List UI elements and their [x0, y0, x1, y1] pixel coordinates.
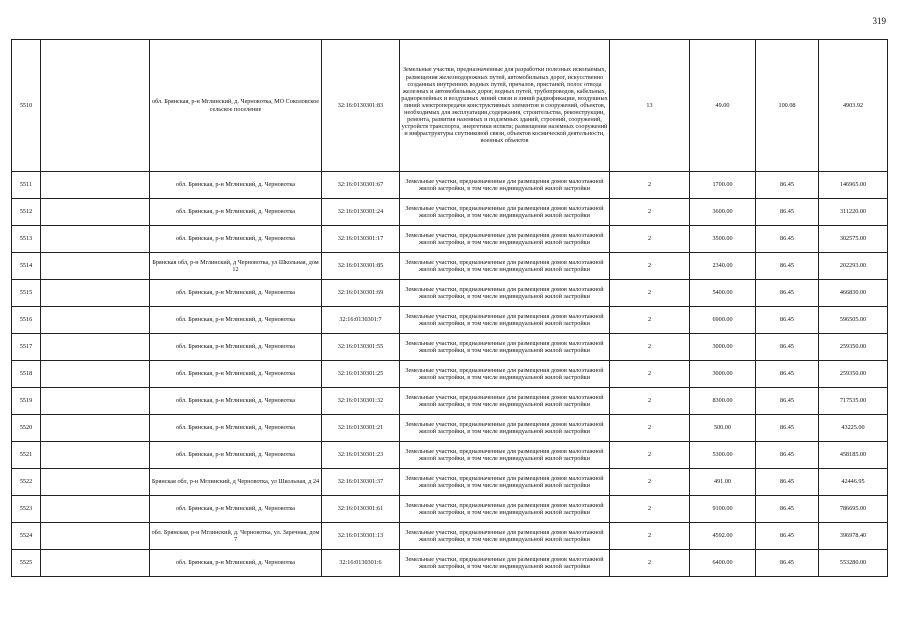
cadastral-number-cell: 32:16:0130301:13: [322, 523, 400, 550]
cadastral-value-cell: 42446.95: [819, 469, 888, 496]
group-number-cell: 2: [610, 469, 690, 496]
land-use-cell: Земельные участки, предназначенные для размещения домов малоэтажной жилой застройки, в том числе индивидуальной жилой застройки: [400, 550, 610, 577]
area-cell: 6400.00: [690, 550, 756, 577]
cadastral-number-cell: 32:16:0130301:25: [322, 361, 400, 388]
table-row: [12, 307, 888, 334]
area-cell: 1700.00: [690, 172, 756, 199]
cadastral-value-cell: 302575.00: [819, 226, 888, 253]
area-cell: 49.00: [690, 40, 756, 172]
cadastral-number-cell: 32:16:0130301:85: [322, 253, 400, 280]
empty-cell: [41, 334, 150, 361]
area-cell: 2340.00: [690, 253, 756, 280]
row-number-cell: 5515: [12, 280, 41, 307]
address-cell: Брянская обл, р-н Мглинский, д Черновотка, ул Школьная, дом 12: [150, 253, 322, 280]
specific-value-cell: 86.45: [756, 253, 819, 280]
land-use-cell: Земельные участки, предназначенные для размещения домов малоэтажной жилой застройки, в том числе индивидуальной жилой застройки: [400, 388, 610, 415]
address-cell: обл. Брянская, р-н Мглинский, д. Черновотка: [150, 307, 322, 334]
table-row: [12, 40, 888, 172]
address-cell: обл. Брянская, р-н Мглинский, д. Черновотка, ул. Заречная, дом 7: [150, 523, 322, 550]
empty-cell: [41, 226, 150, 253]
address-cell: обл. Брянская, р-н Мглинский, д. Черновотка: [150, 388, 322, 415]
land-use-cell: Земельные участки, предназначенные для размещения домов малоэтажной жилой застройки, в том числе индивидуальной жилой застройки: [400, 226, 610, 253]
address-cell: обл. Брянская, р-н Мглинский, д. Черновотка: [150, 334, 322, 361]
address-cell: обл. Брянская, р-н Мглинский, д. Черновотка: [150, 550, 322, 577]
address-cell: Брянская обл, р-н Мглинский, д Черновотка, ул Школьная, д 24: [150, 469, 322, 496]
cadastral-number-cell: 32:16:0130301:83: [322, 40, 400, 172]
land-use-cell: Земельные участки, предназначенные для размещения домов малоэтажной жилой застройки, в том числе индивидуальной жилой застройки: [400, 361, 610, 388]
table-row: [12, 523, 888, 550]
specific-value-cell: 86.45: [756, 199, 819, 226]
area-cell: 5400.00: [690, 280, 756, 307]
cadastral-value-cell: 458185.00: [819, 442, 888, 469]
land-use-cell: Земельные участки, предназначенные для размещения домов малоэтажной жилой застройки, в том числе индивидуальной жилой застройки: [400, 307, 610, 334]
empty-cell: [41, 388, 150, 415]
group-number-cell: 2: [610, 550, 690, 577]
group-number-cell: 2: [610, 226, 690, 253]
empty-cell: [41, 496, 150, 523]
empty-cell: [41, 199, 150, 226]
empty-cell: [41, 550, 150, 577]
cadastral-value-cell: 786695.00: [819, 496, 888, 523]
cadastral-number-cell: 32:16:0130301:21: [322, 415, 400, 442]
cadastral-value-cell: 396978.40: [819, 523, 888, 550]
specific-value-cell: 86.45: [756, 172, 819, 199]
row-number-cell: 5518: [12, 361, 41, 388]
group-number-cell: 13: [610, 40, 690, 172]
row-number-cell: 5525: [12, 550, 41, 577]
table-row: [12, 280, 888, 307]
row-number-cell: 5521: [12, 442, 41, 469]
specific-value-cell: 86.45: [756, 307, 819, 334]
group-number-cell: 2: [610, 442, 690, 469]
empty-cell: [41, 307, 150, 334]
cadastral-number-cell: 32:16:0130301:23: [322, 442, 400, 469]
cadastral-value-cell: 466830.00: [819, 280, 888, 307]
page-number: 319: [872, 16, 886, 26]
area-cell: 9100.00: [690, 496, 756, 523]
cadastral-value-cell: 311220.00: [819, 199, 888, 226]
row-number-cell: 5523: [12, 496, 41, 523]
land-use-cell: Земельные участки, предназначенные для размещения домов малоэтажной жилой застройки, в том числе индивидуальной жилой застройки: [400, 280, 610, 307]
row-number-cell: 5520: [12, 415, 41, 442]
cadastral-value-cell: 202293.00: [819, 253, 888, 280]
specific-value-cell: 86.45: [756, 523, 819, 550]
table-row: [12, 415, 888, 442]
empty-cell: [41, 469, 150, 496]
land-use-cell: Земельные участки, предназначенные для размещения домов малоэтажной жилой застройки, в том числе индивидуальной жилой застройки: [400, 442, 610, 469]
cadastral-value-cell: 717535.00: [819, 388, 888, 415]
address-cell: обл. Брянская, р-н Мглинский, д. Черновотка: [150, 361, 322, 388]
row-number-cell: 5524: [12, 523, 41, 550]
area-cell: 3500.00: [690, 226, 756, 253]
cadastral-number-cell: 32:16:0130301:55: [322, 334, 400, 361]
empty-cell: [41, 172, 150, 199]
group-number-cell: 2: [610, 415, 690, 442]
area-cell: 3000.00: [690, 334, 756, 361]
address-cell: обл. Брянская, р-н Мглинский, д. Черновотка: [150, 442, 322, 469]
table-row: [12, 334, 888, 361]
address-cell: обл. Брянская, р-н Мглинский, д. Черновотка: [150, 496, 322, 523]
specific-value-cell: 100.08: [756, 40, 819, 172]
land-use-cell: Земельные участки, предназначенные для размещения домов малоэтажной жилой застройки, в том числе индивидуальной жилой застройки: [400, 172, 610, 199]
cadastral-number-cell: 32:16:0130301:61: [322, 496, 400, 523]
group-number-cell: 2: [610, 307, 690, 334]
empty-cell: [41, 442, 150, 469]
row-number-cell: 5513: [12, 226, 41, 253]
cadastral-value-cell: 553280.00: [819, 550, 888, 577]
table-row: [12, 226, 888, 253]
land-use-cell: Земельные участки, предназначенные для разработки полезных ископаемых, размещения железнодорожных путей, автомобильных дорог, искусственно созданных внутренних водных путей, причалов, пристаней, полос отвода железных и автомобильных дорог, водных путей, трубопроводов, кабельных, радиорелейных и воздушных линий связи и линий радиофикации, воздушных линий электропередачи конструктивных элементов и сооружений, объектов, необходимых для эксплуатации,содержания, строительства, реконструкции, ремонта, развития наземных и подземных зданий, строений, сооружений, устройств транспорта, энергетики испкти; размещения наземных сооружений и инфраструктуры спутниковой связи, объектов космической деятельности, военных объектов: [400, 40, 610, 172]
area-cell: 8300.00: [690, 388, 756, 415]
land-use-cell: Земельные участки, предназначенные для размещения домов малоэтажной жилой застройки, в том числе индивидуальной жилой застройки: [400, 496, 610, 523]
area-cell: 500.00: [690, 415, 756, 442]
cadastral-number-cell: 32:16:0130301:17: [322, 226, 400, 253]
specific-value-cell: 86.45: [756, 442, 819, 469]
area-cell: 3600.00: [690, 199, 756, 226]
group-number-cell: 2: [610, 388, 690, 415]
group-number-cell: 2: [610, 334, 690, 361]
area-cell: 491.00: [690, 469, 756, 496]
specific-value-cell: 86.45: [756, 361, 819, 388]
land-use-cell: Земельные участки, предназначенные для размещения домов малоэтажной жилой застройки, в том числе индивидуальной жилой застройки: [400, 415, 610, 442]
empty-cell: [41, 415, 150, 442]
empty-cell: [41, 40, 150, 172]
specific-value-cell: 86.45: [756, 280, 819, 307]
empty-cell: [41, 280, 150, 307]
cadastral-value-cell: 259350.00: [819, 334, 888, 361]
empty-cell: [41, 361, 150, 388]
address-cell: обл. Брянская, р-н Мглинский, д. Черновотка: [150, 415, 322, 442]
specific-value-cell: 86.45: [756, 334, 819, 361]
address-cell: обл. Брянская, р-н Мглинский, д. Черновотка: [150, 199, 322, 226]
table-row: [12, 496, 888, 523]
area-cell: 6900.00: [690, 307, 756, 334]
land-use-cell: Земельные участки, предназначенные для размещения домов малоэтажной жилой застройки, в том числе индивидуальной жилой застройки: [400, 253, 610, 280]
specific-value-cell: 86.45: [756, 550, 819, 577]
table-row: [12, 469, 888, 496]
group-number-cell: 2: [610, 253, 690, 280]
area-cell: 5300.00: [690, 442, 756, 469]
row-number-cell: 5517: [12, 334, 41, 361]
table-row: [12, 199, 888, 226]
cadastral-value-cell: 146965.00: [819, 172, 888, 199]
table-row: [12, 361, 888, 388]
land-use-cell: Земельные участки, предназначенные для размещения домов малоэтажной жилой застройки, в том числе индивидуальной жилой застройки: [400, 334, 610, 361]
area-cell: 4592.00: [690, 523, 756, 550]
land-use-cell: Земельные участки, предназначенные для размещения домов малоэтажной жилой застройки, в том числе индивидуальной жилой застройки: [400, 469, 610, 496]
cadastral-number-cell: 32:16:0130301:67: [322, 172, 400, 199]
cadastral-value-cell: 259350.00: [819, 361, 888, 388]
cadastral-value-cell: 596505.00: [819, 307, 888, 334]
specific-value-cell: 86.45: [756, 496, 819, 523]
cadastral-number-cell: 32:16:0130301:37: [322, 469, 400, 496]
group-number-cell: 2: [610, 280, 690, 307]
cadastral-number-cell: 32:16:0130301:6: [322, 550, 400, 577]
area-cell: 3000.00: [690, 361, 756, 388]
row-number-cell: 5510: [12, 40, 41, 172]
address-cell: обл. Брянская, р-н Мглинский, д. Черновотка, МО Соколовское сельское поселение: [150, 40, 322, 172]
table-row: [12, 253, 888, 280]
cadastral-number-cell: 32:16:0130301:69: [322, 280, 400, 307]
row-number-cell: 5519: [12, 388, 41, 415]
land-register-table: [11, 39, 888, 577]
address-cell: обл. Брянская, р-н Мглинский, д. Черновотка: [150, 172, 322, 199]
land-use-cell: Земельные участки, предназначенные для размещения домов малоэтажной жилой застройки, в том числе индивидуальной жилой застройки: [400, 199, 610, 226]
cadastral-number-cell: 32:16:0130301:7: [322, 307, 400, 334]
table-row: [12, 388, 888, 415]
cadastral-number-cell: 32:16:0130301:32: [322, 388, 400, 415]
group-number-cell: 2: [610, 199, 690, 226]
group-number-cell: 2: [610, 523, 690, 550]
specific-value-cell: 86.45: [756, 226, 819, 253]
specific-value-cell: 86.45: [756, 388, 819, 415]
cadastral-number-cell: 32:16:0130301:24: [322, 199, 400, 226]
row-number-cell: 5512: [12, 199, 41, 226]
table-row: [12, 172, 888, 199]
specific-value-cell: 86.45: [756, 469, 819, 496]
group-number-cell: 2: [610, 172, 690, 199]
row-number-cell: 5522: [12, 469, 41, 496]
group-number-cell: 2: [610, 361, 690, 388]
address-cell: обл. Брянская, р-н Мглинский, д. Черновотка: [150, 226, 322, 253]
empty-cell: [41, 253, 150, 280]
empty-cell: [41, 523, 150, 550]
address-cell: обл. Брянская, р-н Мглинский, д. Черновотка: [150, 280, 322, 307]
row-number-cell: 5516: [12, 307, 41, 334]
cadastral-value-cell: 43225.00: [819, 415, 888, 442]
table-row: [12, 550, 888, 577]
table-row: [12, 442, 888, 469]
cadastral-value-cell: 4903.92: [819, 40, 888, 172]
group-number-cell: 2: [610, 496, 690, 523]
specific-value-cell: 86.45: [756, 415, 819, 442]
row-number-cell: 5511: [12, 172, 41, 199]
land-use-cell: Земельные участки, предназначенные для размещения домов малоэтажной жилой застройки, в том числе индивидуальной жилой застройки: [400, 523, 610, 550]
row-number-cell: 5514: [12, 253, 41, 280]
